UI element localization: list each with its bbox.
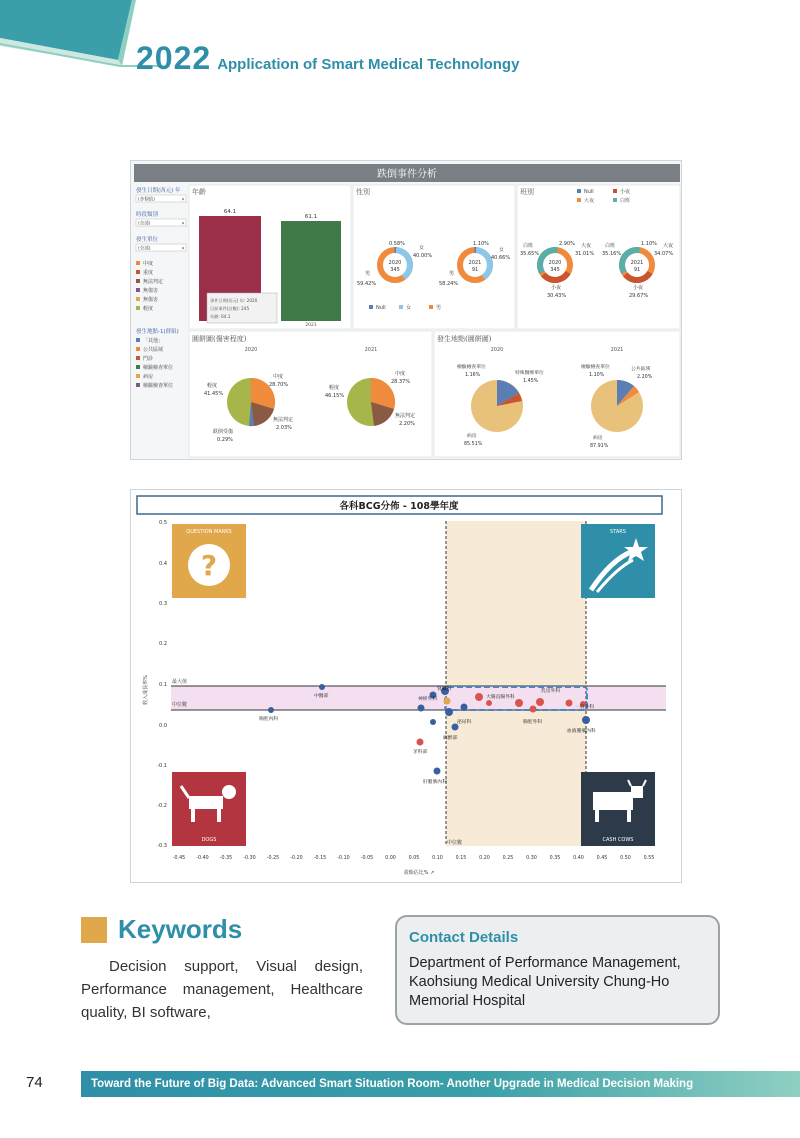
bcg-x-ticks bbox=[173, 855, 655, 861]
x-tick: 0.40 bbox=[573, 856, 584, 861]
location-2020-opd-lab: 特殊醫療單位 bbox=[515, 371, 544, 376]
x-tick: 0.50 bbox=[620, 856, 631, 861]
severity-legend-3: 無傷害 bbox=[143, 288, 159, 294]
bcg-y-label: 收入成長率% bbox=[143, 675, 149, 705]
point-label: 神經外科 bbox=[418, 697, 438, 702]
location-legend-4: 病房 bbox=[143, 374, 154, 380]
x-tick: -0.20 bbox=[290, 856, 303, 861]
point-label: 牙科部 bbox=[413, 750, 428, 755]
bcg-title: 各科BCG分佈 - 108學年度 bbox=[339, 501, 459, 512]
gender-2021-null: 1.10% bbox=[473, 241, 489, 247]
location-2020-chk: 1.16% bbox=[465, 373, 481, 378]
gender-2020-count: 345 bbox=[390, 267, 400, 273]
location-2021-chk: 1.10% bbox=[589, 373, 605, 378]
gender-2020-male: 59.42% bbox=[357, 281, 377, 287]
x-tick: 0.15 bbox=[455, 856, 467, 861]
filter-value-2: (全部) bbox=[138, 246, 151, 252]
injury-2020-sev: 0.29% bbox=[217, 437, 233, 443]
injury-2021-und-lab: 無法判定 bbox=[395, 413, 416, 419]
shift-2020-null: 2.90% bbox=[559, 241, 575, 247]
filter-value-1: (全部) bbox=[138, 221, 151, 227]
injury-pie-2020[interactable] bbox=[227, 378, 275, 426]
point-label: 腎臟科 bbox=[437, 687, 452, 692]
shift-2021-eve: 29.67% bbox=[629, 293, 649, 299]
location-2021-pub: 2.20% bbox=[637, 375, 653, 380]
severity-legend-5: 輕度 bbox=[143, 306, 154, 312]
x-tick: -0.40 bbox=[196, 856, 209, 861]
injury-2020-year: 2020 bbox=[244, 347, 258, 353]
cash-cows-quadrant bbox=[581, 772, 655, 846]
x-tick: -0.30 bbox=[243, 856, 256, 861]
location-2020-year: 2020 bbox=[490, 347, 504, 353]
injury-2021-mod-lab: 中度 bbox=[395, 371, 406, 377]
keywords-text-block bbox=[81, 955, 363, 1024]
x-tick: -0.35 bbox=[219, 856, 233, 861]
tooltip-line-0: 事件日期(西元) 年: 2020 bbox=[210, 298, 258, 303]
injury-2020-und: 2.03% bbox=[276, 425, 292, 431]
y-tick: 0.3 bbox=[159, 601, 167, 607]
point-label: 泌尿科 bbox=[457, 720, 472, 725]
location-2021-ward: 87.91% bbox=[590, 444, 609, 449]
gender-2020-null: 0.58% bbox=[389, 241, 405, 247]
x-tick: 0.00 bbox=[385, 856, 396, 861]
location-pie-2021[interactable] bbox=[591, 380, 643, 432]
severity-legend-1: 重度 bbox=[143, 270, 154, 276]
gender-legend-2: 男 bbox=[436, 305, 442, 311]
bar-2021-value: 61.1 bbox=[304, 214, 318, 220]
gender-2020-male-lab: 男 bbox=[365, 271, 371, 277]
contact-title: Contact Details bbox=[409, 929, 519, 946]
bcg-highlight-band bbox=[446, 521, 586, 846]
injury-pie-2021[interactable] bbox=[347, 378, 395, 426]
gender-2021-female-lab: 女 bbox=[499, 247, 505, 253]
tooltip-line-1: 目前事件(計數): 245 bbox=[210, 306, 250, 311]
location-legend-2: 門診 bbox=[143, 356, 154, 362]
tooltip-line-2: 年齡: 64.1 bbox=[210, 314, 231, 319]
keywords-title: Keywords bbox=[118, 914, 243, 944]
point-label: 血液腫瘤內科 bbox=[567, 729, 596, 734]
header-title: Application of Smart Medical Technolongy bbox=[217, 56, 520, 73]
keywords-marker bbox=[81, 917, 107, 943]
injury-2020-und-lab: 無法判定 bbox=[273, 417, 294, 423]
shift-2020-year: 2020 bbox=[548, 260, 562, 266]
data-point[interactable] bbox=[430, 719, 436, 725]
chevron-down-icon: ▾ bbox=[182, 245, 185, 251]
x-tick: 0.55 bbox=[643, 856, 655, 861]
point-label: 胸腔外科 bbox=[523, 720, 543, 725]
gender-2021-year: 2021 bbox=[468, 260, 482, 266]
bcg-median-label: 中位數 bbox=[172, 702, 188, 708]
injury-2020-mod-lab: 中度 bbox=[273, 374, 284, 380]
location-2020-chk-lab: 檢驗檢查單位 bbox=[457, 365, 486, 370]
contact-box bbox=[395, 915, 720, 1025]
shift-2021-night: 34.07% bbox=[654, 251, 674, 257]
point-label: 麻醉部 bbox=[443, 736, 458, 741]
data-point[interactable] bbox=[434, 768, 441, 775]
x-tick: 0.05 bbox=[408, 856, 420, 861]
location-pie-2020[interactable] bbox=[471, 380, 523, 432]
injury-2020-mild-lab: 輕度 bbox=[207, 383, 218, 389]
shift-2020-eve: 30.43% bbox=[547, 293, 567, 299]
data-point[interactable] bbox=[475, 693, 483, 701]
dogs-quadrant bbox=[172, 772, 246, 846]
shift-2020-count: 345 bbox=[550, 267, 560, 273]
x-tick: -0.25 bbox=[266, 856, 280, 861]
location-2020-ward: 85.51% bbox=[464, 442, 483, 447]
gender-2020-female: 40.00% bbox=[413, 253, 433, 259]
data-point[interactable] bbox=[566, 700, 573, 707]
data-point[interactable] bbox=[445, 708, 453, 716]
bar-2020-value: 64.1 bbox=[223, 209, 237, 215]
filter-label-2: 發生單位 bbox=[136, 237, 159, 243]
shift-2020-night-lab: 大夜 bbox=[581, 243, 592, 249]
chevron-down-icon: ▾ bbox=[182, 220, 185, 226]
point-label: 一般外科 bbox=[575, 705, 595, 710]
y-tick: 0.4 bbox=[159, 561, 167, 567]
dashboard-svg bbox=[131, 161, 682, 460]
point-label: 中醫部 bbox=[314, 694, 329, 699]
panel-shift-title: 班別 bbox=[520, 188, 534, 196]
filter-panel bbox=[136, 186, 186, 252]
bar-2021[interactable] bbox=[281, 221, 341, 321]
x-tick: -0.45 bbox=[172, 856, 186, 861]
shift-2021-night-lab: 大夜 bbox=[663, 243, 674, 249]
bcg-matrix-figure bbox=[130, 489, 682, 883]
location-2021-chk-lab: 檢驗檢查單位 bbox=[581, 365, 610, 370]
gender-2021-male: 58.24% bbox=[439, 281, 459, 287]
injury-2021-und: 2.20% bbox=[399, 421, 415, 427]
page-number: 74 bbox=[26, 1074, 43, 1091]
shift-legend-3: 白班 bbox=[620, 198, 631, 204]
y-tick: -0.1 bbox=[157, 763, 167, 769]
point-label: 肝膽胰內科 bbox=[423, 780, 447, 785]
point-label: 胸腔內科 bbox=[259, 717, 279, 722]
injury-2020-mod: 28.70% bbox=[269, 382, 289, 388]
panel-injury-title: 圓餅圖(傷害程度) bbox=[192, 335, 247, 343]
data-point[interactable] bbox=[319, 684, 325, 690]
x-tick: -0.10 bbox=[337, 856, 350, 861]
location-legend-title: 發生地點-1(群組) bbox=[136, 329, 179, 335]
severity-legend-0: 中度 bbox=[143, 261, 154, 267]
injury-2020-mild: 41.45% bbox=[204, 391, 224, 397]
location-legend-0: 「其他」 bbox=[143, 338, 164, 344]
fall-event-dashboard bbox=[130, 160, 682, 460]
data-point[interactable] bbox=[536, 698, 544, 706]
shift-2020-eve-lab: 小夜 bbox=[551, 285, 562, 291]
shift-legend-0: Null bbox=[584, 189, 594, 195]
x-tick: -0.05 bbox=[360, 856, 374, 861]
location-legend-1: 公共區域 bbox=[143, 347, 164, 353]
header-year: 2022 bbox=[136, 40, 212, 76]
severity-legend-4: 無傷害 bbox=[143, 297, 159, 303]
data-point[interactable] bbox=[461, 704, 468, 711]
location-2021-year: 2021 bbox=[610, 347, 624, 353]
severity-legend bbox=[136, 260, 163, 312]
panel-location-title: 發生地點(圓餅圖) bbox=[437, 335, 492, 343]
shift-2021-year: 2021 bbox=[630, 260, 644, 266]
data-point[interactable] bbox=[530, 706, 537, 713]
keywords-text: Decision support, Visual design, Performance management, Healthcare quality, BI software, bbox=[81, 958, 363, 1021]
injury-2021-mild-lab: 輕度 bbox=[329, 385, 340, 391]
shift-legend-1: 小夜 bbox=[620, 189, 631, 195]
y-tick: 0.2 bbox=[159, 641, 167, 647]
page-header bbox=[136, 40, 519, 77]
y-tick: 0.5 bbox=[159, 520, 167, 526]
bcg-max-label: 最大值 bbox=[172, 679, 188, 685]
data-point[interactable] bbox=[515, 699, 523, 707]
x-tick: 0.45 bbox=[596, 856, 608, 861]
shift-2020-night: 31.01% bbox=[575, 251, 595, 257]
dashboard-title: 跌倒事件分析 bbox=[377, 169, 437, 180]
injury-2021-mod: 28.37% bbox=[391, 379, 411, 385]
shift-2021-day: 35.16% bbox=[602, 251, 622, 257]
footer-bar bbox=[81, 1071, 800, 1097]
data-point[interactable] bbox=[582, 716, 590, 724]
shift-2020-day-lab: 白班 bbox=[523, 243, 534, 249]
panel-age-title: 年齡 bbox=[192, 188, 206, 196]
x-tick: 0.20 bbox=[479, 856, 490, 861]
question-marks-label: QUESTION MARKS bbox=[186, 529, 232, 535]
location-2021-ward-lab: 病房 bbox=[593, 436, 603, 441]
data-point[interactable] bbox=[486, 700, 492, 706]
shift-legend-2: 大夜 bbox=[584, 198, 595, 204]
location-legend-5: 檢驗檢查單位 bbox=[143, 383, 174, 389]
filter-label-0: 發生日期(西元) 年 bbox=[136, 188, 181, 194]
x-tick: -0.15 bbox=[313, 856, 327, 861]
filter-value-0: (多個值) bbox=[138, 197, 156, 203]
footer-text: Toward the Future of Big Data: Advanced Smart Situation Room- Another Upgrade in Medical Decision Making bbox=[91, 1078, 694, 1090]
location-2021-pub-lab: 公共區域 bbox=[631, 367, 651, 372]
data-point[interactable] bbox=[417, 739, 424, 746]
severity-legend-2: 無法判定 bbox=[143, 279, 164, 285]
injury-2021-year: 2021 bbox=[364, 347, 378, 353]
question-mark-glyph: ? bbox=[200, 549, 218, 582]
gender-2020-female-lab: 女 bbox=[419, 245, 425, 251]
question-marks-quadrant bbox=[172, 524, 246, 598]
gender-legend-0: Null bbox=[376, 305, 386, 311]
x-tick: 0.30 bbox=[526, 856, 537, 861]
chevron-down-icon: ▾ bbox=[182, 196, 185, 202]
stars-label: STARS bbox=[610, 529, 626, 535]
shift-2021-null: 1.10% bbox=[641, 241, 657, 247]
cash-cows-label: CASH COWS bbox=[602, 837, 634, 843]
gender-2021-male-lab: 男 bbox=[449, 271, 455, 277]
data-point[interactable] bbox=[268, 707, 274, 713]
injury-2021-mild: 46.15% bbox=[325, 393, 345, 399]
dogs-label: DOGS bbox=[201, 837, 217, 843]
point-label: 乳房外科 bbox=[541, 689, 561, 694]
location-2020-opd: 1.45% bbox=[523, 379, 539, 384]
y-tick: -0.2 bbox=[157, 803, 167, 809]
gender-2020-year: 2020 bbox=[388, 260, 402, 266]
shift-2021-day-lab: 白班 bbox=[605, 243, 616, 249]
contact-body: Department of Performance Management, Kaohsiung Medical University Chung-Ho Memorial Hospital bbox=[409, 955, 681, 1009]
panel-gender-title: 性別 bbox=[356, 188, 370, 196]
shift-2020-day: 35.65% bbox=[520, 251, 540, 257]
gender-2021-female: 40.66% bbox=[491, 255, 511, 261]
gender-2021-count: 91 bbox=[471, 267, 479, 273]
y-tick: 0.0 bbox=[159, 723, 167, 729]
location-2020-ward-lab: 病房 bbox=[467, 434, 477, 439]
data-point[interactable] bbox=[418, 705, 425, 712]
bcg-svg bbox=[131, 490, 682, 883]
x-tick: 0.35 bbox=[549, 856, 561, 861]
bcg-x-label: 盈餘佔比% ↗ bbox=[403, 870, 435, 876]
x-tick: 0.25 bbox=[502, 856, 514, 861]
stars-quadrant bbox=[581, 524, 655, 598]
bcg-median-x-label: 中位數 bbox=[447, 840, 463, 846]
bcg-y-ticks bbox=[157, 520, 167, 849]
shift-2021-count: 91 bbox=[633, 267, 641, 273]
data-point[interactable] bbox=[444, 698, 451, 705]
y-tick: -0.3 bbox=[157, 843, 167, 849]
location-legend bbox=[136, 327, 179, 389]
filter-label-1: 時段類別 bbox=[136, 212, 159, 218]
gender-legend-1: 女 bbox=[406, 305, 412, 311]
x-tick: 0.10 bbox=[432, 856, 443, 861]
bar-2021-label: 2021 bbox=[305, 323, 317, 328]
point-label: 大腸直腸外科 bbox=[486, 695, 515, 700]
y-tick: 0.1 bbox=[159, 682, 167, 688]
shift-2021-eve-lab: 小夜 bbox=[633, 285, 644, 291]
location-legend-3: 檢驗檢查單位 bbox=[143, 365, 174, 371]
injury-2020-sev-lab: 跌倒受傷 bbox=[213, 429, 234, 435]
